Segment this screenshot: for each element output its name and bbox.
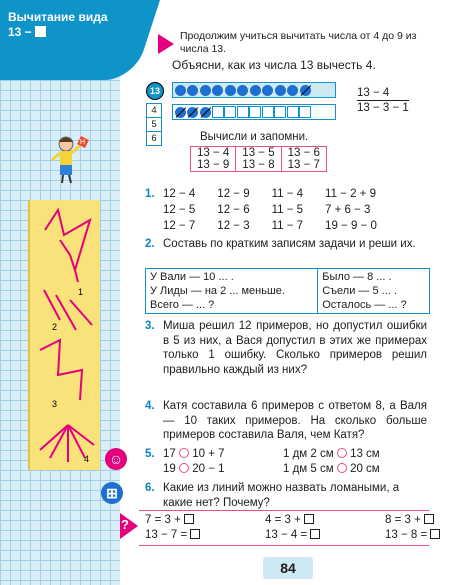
compare-circle[interactable]: [337, 448, 347, 458]
task-line: Осталось — ... ?: [322, 299, 407, 311]
ex1-item: 12 − 4: [163, 188, 196, 200]
compare-right: 20 − 1: [192, 463, 225, 475]
column-item: 4: [147, 104, 161, 118]
kid-badge: Н: [80, 139, 86, 146]
memo-cell: 13 − 8: [236, 159, 281, 172]
column-item: 5: [147, 118, 161, 132]
dot: [212, 85, 223, 96]
task-line: Съели — 5 ... .: [322, 285, 397, 297]
empty-cell: [212, 106, 224, 118]
task-line: У Вали — 10 ... .: [150, 271, 234, 283]
compare-circle[interactable]: [179, 463, 189, 473]
tasks-table: [145, 268, 430, 314]
column-item: 6: [151, 133, 157, 144]
bottom-row-1: [145, 514, 434, 526]
page-number: 84: [263, 557, 313, 579]
expr-line1: 13 − 4: [357, 86, 409, 101]
line-label-3: 3: [52, 399, 58, 409]
memo-title: Вычисли и запомни.: [200, 131, 309, 143]
ex1-item: 12 − 5: [163, 204, 196, 216]
line-label-1: 1: [78, 287, 84, 297]
exercise-text: Катя составила 6 примеров с ответом 8, а Валя — 10 таких примеров. На сколько больше примеров составила Валя, чем Катя?: [163, 400, 427, 441]
ex1-item: 12 − 9: [217, 188, 250, 200]
bottom-expr: 13 − 4 =: [265, 529, 308, 541]
pointer-triangle-icon: [158, 34, 174, 54]
exercise-text: Какие из линий можно назвать ломаными, а какие нет? Почему?: [163, 482, 400, 509]
task-line: Было — 8 ... .: [322, 271, 392, 283]
dot: [237, 85, 248, 96]
exercise-number: 3.: [145, 320, 155, 332]
exercise-number: 4.: [145, 400, 155, 412]
crossed-dot: [175, 107, 186, 118]
task-line: Всего — ... ?: [150, 299, 215, 311]
crossed-dot: [187, 107, 198, 118]
answer-box[interactable]: [190, 529, 200, 539]
compare-left: 1 дм 5 см: [283, 463, 334, 475]
memo-cell: 13 − 9: [197, 159, 230, 171]
compare-left: 19: [163, 463, 176, 475]
empty-cell: [287, 106, 299, 118]
memo-cell: 13 − 5: [236, 147, 281, 160]
exercise-4: [145, 399, 427, 443]
answer-box[interactable]: [430, 529, 440, 539]
dot: [225, 85, 236, 96]
bottom-expr: 13 − 7 =: [145, 529, 188, 541]
bottom-expr: 4 = 3 +: [265, 514, 301, 526]
memo-table: [190, 146, 327, 172]
compare-left: 1 дм 2 см: [283, 448, 334, 460]
section-title-line1: Вычитание вида: [8, 10, 108, 24]
exercise-1: [145, 187, 377, 234]
exercise-6: [145, 481, 427, 510]
kid-illustration: [44, 130, 94, 185]
ex1-item: 7 + 6 − 3: [325, 204, 371, 216]
lines-panel: [28, 200, 100, 470]
dots-row-1: [172, 82, 336, 98]
exercise-number: 1.: [145, 188, 155, 200]
divider: [139, 510, 429, 511]
divider: [139, 545, 429, 546]
empty-cell: [249, 106, 261, 118]
subtraction-expression: [357, 86, 409, 115]
ex1-item: 12 − 3: [217, 220, 250, 232]
section-title-line2: 13 −: [8, 25, 32, 39]
expr-line2: 13 − 3 − 1: [357, 102, 409, 114]
line-label-2: 2: [52, 322, 58, 332]
dots-row-2: [172, 104, 336, 120]
answer-box[interactable]: [310, 529, 320, 539]
compare-circle[interactable]: [179, 448, 189, 458]
ex1-item: 12 − 7: [163, 220, 196, 232]
bottom-expr: 7 = 3 +: [145, 514, 181, 526]
empty-cell: [224, 106, 236, 118]
empty-cell: [299, 106, 311, 118]
intro-text: Продолжим учиться вычитать числа от 4 до 9 из числа 13.: [180, 30, 417, 55]
dot: [200, 85, 211, 96]
compare-right: 13 см: [350, 448, 380, 460]
empty-cell: [262, 106, 274, 118]
ex1-item: 11 − 5: [271, 204, 304, 216]
badge-13: 13: [146, 82, 164, 100]
exercise-5: [145, 447, 380, 477]
task-right: [318, 269, 430, 314]
ex1-item: 19 − 9 − 0: [325, 220, 377, 232]
line-label-4: 4: [84, 454, 90, 464]
exercise-3: [145, 319, 427, 377]
dot: [275, 85, 286, 96]
answer-box[interactable]: [184, 514, 194, 524]
dot: [250, 85, 261, 96]
ex1-item: 12 − 6: [217, 204, 250, 216]
empty-cell: [274, 106, 286, 118]
answer-box[interactable]: [304, 514, 314, 524]
memo-cell: 13 − 6: [281, 147, 326, 160]
memo-cell: 13 − 7: [281, 159, 326, 172]
task-line: У Лиды — на 2 ... меньше.: [150, 285, 285, 297]
empty-cell: [237, 106, 249, 118]
compare-circle[interactable]: [337, 463, 347, 473]
bottom-expr: 13 − 8 =: [385, 529, 428, 541]
exercise-number: 6.: [145, 482, 155, 494]
compare-left: 17: [163, 448, 176, 460]
exercise-text: Миша решил 12 примеров, но допустил ошибки в 5 из них, а Вася допустил в этих же примерах только 1 ошибку. Сколько примеров решил правильно каждый из них?: [163, 320, 427, 376]
dot: [287, 85, 298, 96]
exercise-text: Составь по кратким записям задачи и реши их.: [163, 238, 416, 250]
crossed-dot: [200, 107, 211, 118]
explain-text: Объясни, как из числа 13 вычесть 4.: [172, 58, 376, 72]
question-mark: ?: [121, 517, 129, 532]
dot: [175, 85, 186, 96]
thinking-face-icon: ☺: [105, 448, 127, 470]
blank-square-icon: [35, 26, 46, 37]
lines-illustration: [30, 200, 100, 470]
exercise-2: [145, 237, 425, 252]
dot: [262, 85, 273, 96]
task-left: [146, 269, 318, 314]
compare-right: 10 + 7: [192, 448, 225, 460]
grid-globe-icon: ⊞: [101, 482, 123, 504]
number-column: [146, 103, 162, 146]
bottom-row-2: [145, 529, 440, 541]
ex1-item: 11 − 2 + 9: [325, 188, 376, 200]
exercise-number: 2.: [145, 238, 155, 250]
exercise-number: 5.: [145, 448, 155, 460]
section-title: [8, 10, 108, 40]
crossed-dot: [300, 85, 311, 96]
answer-box[interactable]: [424, 514, 434, 524]
compare-right: 20 см: [350, 463, 380, 475]
dot: [187, 85, 198, 96]
bottom-expr: 8 = 3 +: [385, 514, 421, 526]
ex1-item: 11 − 7: [271, 220, 304, 232]
memo-cell: 13 − 4: [197, 147, 230, 159]
ex1-item: 11 − 4: [271, 188, 304, 200]
